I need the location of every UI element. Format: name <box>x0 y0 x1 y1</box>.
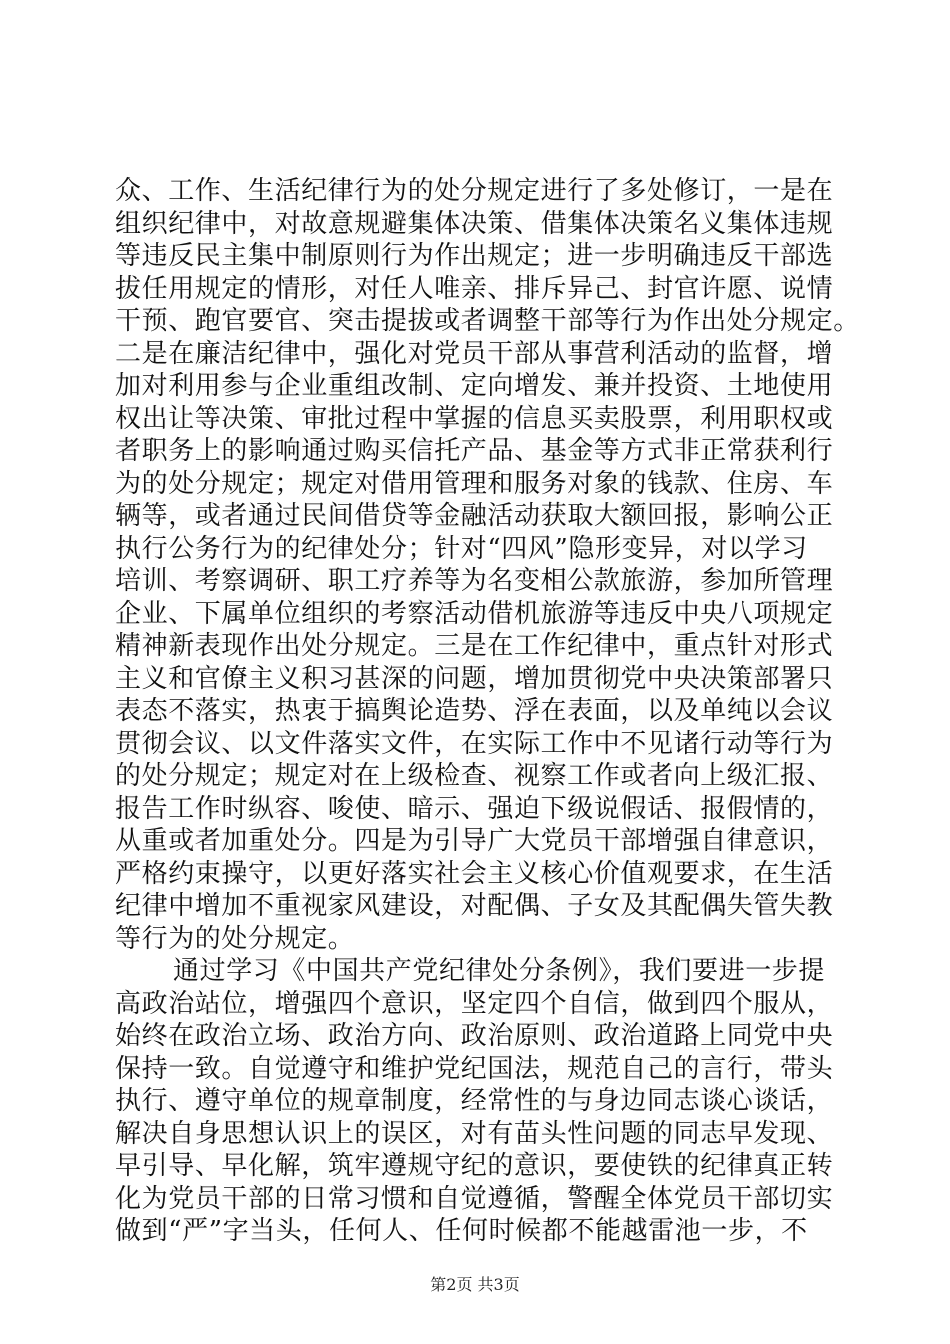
text-line: 从重或者加重处分。四是为引导广大党员干部增强自律意识， <box>115 826 834 856</box>
paragraph-start-line: 通过学习《中国共产党纪律处分条例》，我们要进一步提 <box>173 956 826 986</box>
text-line: 权出让等决策、审批过程中掌握的信息买卖股票，利用职权或 <box>115 403 834 434</box>
text-line: 化为党员干部的日常习惯和自觉遵循，警醒全体党员干部切实 <box>115 1183 834 1214</box>
text-line: 贯彻会议、以文件落实文件，在实际工作中不见诸行动等行为 <box>115 728 834 759</box>
page-number-footer: 第2页 共3页 <box>430 1275 520 1294</box>
text-line: 表态不落实，热衷于搞舆论造势、浮在表面，以及单纯以会议 <box>115 696 834 726</box>
text-line: 为的处分规定；规定对借用管理和服务对象的钱款、住房、车 <box>115 468 834 499</box>
text-line: 做到“严”字当头，任何人、任何时候都不能越雷池一步，不 <box>115 1216 808 1246</box>
text-line: 加对利用参与企业重组改制、定向增发、兼并投资、土地使用 <box>115 371 834 401</box>
text-line: 二是在廉洁纪律中，强化对党员干部从事营利活动的监督，增 <box>115 338 834 369</box>
text-line: 保持一致。自觉遵守和维护党纪国法，规范自己的言行，带头 <box>115 1053 834 1084</box>
text-line: 严格约束操守，以更好落实社会主义核心价值观要求，在生活 <box>115 858 834 889</box>
text-line: 培训、考察调研、职工疗养等为名变相公款旅游，参加所管理 <box>115 566 834 596</box>
text-line: 执行公务行为的纪律处分；针对“四风”隐形变异，对以学习 <box>115 533 808 564</box>
body-text <box>115 175 860 1248</box>
text-line: 辆等，或者通过民间借贷等金融活动获取大额回报，影响公正 <box>115 501 834 531</box>
text-line: 纪律中增加不重视家风建设，对配偶、子女及其配偶失管失教 <box>115 891 834 921</box>
text-line: 执行、遵守单位的规章制度，经常性的与身边同志谈心谈话， <box>115 1086 834 1116</box>
text-line: 的处分规定；规定对在上级检查、视察工作或者向上级汇报、 <box>115 761 834 791</box>
text-line: 等违反民主集中制原则行为作出规定；进一步明确违反干部选 <box>115 241 834 271</box>
text-line: 拔任用规定的情形，对任人唯亲、排斥异己、封官许愿、说情 <box>115 273 834 304</box>
text-line: 企业、下属单位组织的考察活动借机旅游等违反中央八项规定 <box>115 598 834 629</box>
text-line: 报告工作时纵容、唆使、暗示、强迫下级说假话、报假情的， <box>115 793 834 824</box>
text-line: 者职务上的影响通过购买信托产品、基金等方式非正常获利行 <box>115 436 834 466</box>
text-line: 干预、跑官要官、突击提拔或者调整干部等行为作出处分规定。 <box>115 306 860 336</box>
text-line: 众、工作、生活纪律行为的处分规定进行了多处修订，一是在 <box>115 176 834 206</box>
text-line: 早引导、早化解，筑牢遵规守纪的意识，要使铁的纪律真正转 <box>115 1151 834 1181</box>
text-line: 始终在政治立场、政治方向、政治原则、政治道路上同党中央 <box>115 1021 834 1051</box>
text-line: 高政治站位，增强四个意识，坚定四个自信，做到四个服从， <box>115 988 834 1019</box>
text-line: 精神新表现作出处分规定。三是在工作纪律中，重点针对形式 <box>115 631 834 661</box>
text-line: 主义和官僚主义积习甚深的问题，增加贯彻党中央决策部署只 <box>115 663 834 694</box>
text-line: 组织纪律中，对故意规避集体决策、借集体决策名义集体违规 <box>115 208 834 239</box>
text-line: 等行为的处分规定。 <box>115 923 355 954</box>
text-line: 解决自身思想认识上的误区，对有苗头性问题的同志早发现、 <box>115 1118 834 1149</box>
